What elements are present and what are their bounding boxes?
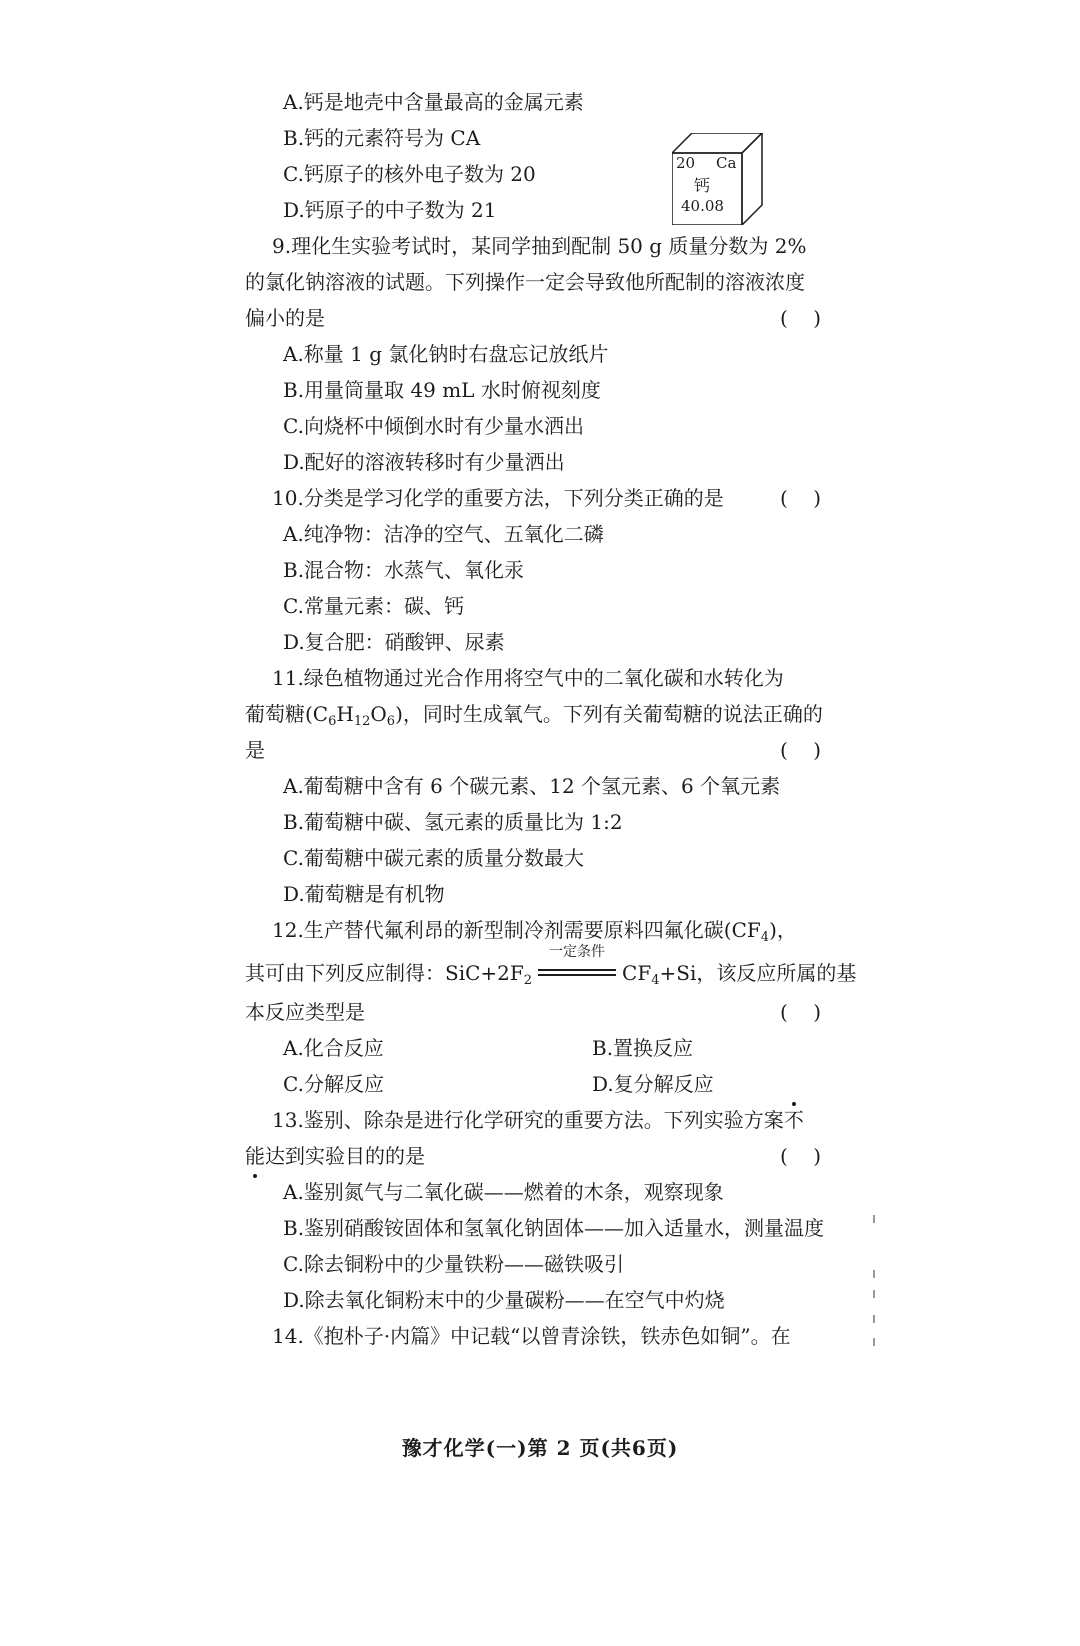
scan-speck [873, 1290, 875, 1298]
q12-stem-line3: 本反应类型是 [245, 1000, 365, 1024]
q11-option-c: C.葡萄糖中碳元素的质量分数最大 [283, 846, 584, 870]
q9-option-b: B.用量筒量取 49 mL 水时俯视刻度 [283, 378, 601, 402]
q10-stem: 10.分类是学习化学的重要方法，下列分类正确的是 [272, 486, 724, 510]
q8-option-a: A.钙是地壳中含量最高的金属元素 [283, 90, 584, 114]
q12-option-a: A.化合反应 [283, 1036, 384, 1060]
q8-option-b: B.钙的元素符号为 CA [283, 126, 481, 150]
q13-option-a: A.鉴别氮气与二氧化碳——燃着的木条，观察现象 [283, 1180, 724, 1204]
element-mass: 40.08 [681, 197, 724, 215]
scan-speck [873, 1270, 875, 1278]
q9-stem-line3: 偏小的是 [245, 306, 325, 330]
q11-stem-line3: 是 [245, 738, 265, 762]
q8-option-d: D.钙原子的中子数为 21 [283, 198, 497, 222]
q8-option-c: C.钙原子的核外电子数为 20 [283, 162, 536, 186]
page-footer: 豫才化学(一)第 2 页(共6页) [401, 1436, 679, 1460]
element-number: 20 [676, 154, 696, 172]
q13-stem-line2: 能达到实验目的的是 [245, 1144, 425, 1168]
q12-stem-line2: 其可由下列反应制得：$SiC+2F_2$ 一定条件 $CF_4+Si$，该反应所属的基 [245, 944, 857, 988]
q13-option-c: C.除去铜粉中的少量铁粉——磁铁吸引 [283, 1252, 624, 1276]
emphasis-can: 能 [245, 1144, 265, 1168]
q13-option-d: D.除去氧化铜粉末中的少量碳粉——在空气中灼烧 [283, 1288, 725, 1312]
element-name: 钙 [694, 176, 711, 195]
q11-stem-line2: 葡萄糖$(C_6H_{12}O_6)$，同时生成氧气。下列有关葡萄糖的说法正确的 [245, 702, 823, 729]
q12-answer-blank: ( ) [780, 1000, 822, 1024]
q13-option-b: B.鉴别硝酸铵固体和氢氧化钠固体——加入适量水，测量温度 [283, 1216, 825, 1240]
q13-stem-line1: 13.鉴别、除杂是进行化学研究的重要方法。下列实验方案不 [272, 1108, 804, 1132]
scan-speck [873, 1338, 875, 1346]
q11-answer-blank: ( ) [780, 738, 822, 762]
scan-speck [873, 1315, 875, 1323]
q12-stem-line1: 12.生产替代氟利昂的新型制冷剂需要原料四氟化碳$(CF_4)$， [272, 918, 797, 945]
q10-option-d: D.复合肥：硝酸钾、尿素 [283, 630, 505, 654]
q11-option-d: D.葡萄糖是有机物 [283, 882, 445, 906]
q11-stem-line1: 11.绿色植物通过光合作用将空气中的二氧化碳和水转化为 [272, 666, 784, 690]
q12-option-d: D.复分解反应 [592, 1072, 714, 1096]
q12-option-c: C.分解反应 [283, 1072, 384, 1096]
q9-stem-line2: 的氯化钠溶液的试题。下列操作一定会导致他所配制的溶液浓度 [245, 270, 805, 294]
q12-option-b: B.置换反应 [592, 1036, 694, 1060]
q9-answer-blank: ( ) [780, 306, 822, 330]
q14-stem-line1: 14.《抱朴子·内篇》中记载“以曾青涂铁，铁赤色如铜”。在 [272, 1324, 791, 1348]
q9-option-c: C.向烧杯中倾倒水时有少量水洒出 [283, 414, 584, 438]
emphasis-not: 不 [783, 1108, 804, 1132]
q9-option-d: D.配好的溶液转移时有少量洒出 [283, 450, 565, 474]
element-symbol: Ca [716, 154, 737, 172]
q9-stem-line1: 9.理化生实验考试时，某同学抽到配制 50 g 质量分数为 2% [272, 234, 807, 258]
calcium-element-card [672, 133, 772, 225]
q13-answer-blank: ( ) [780, 1144, 822, 1168]
scan-speck [873, 1215, 875, 1223]
q10-option-b: B.混合物：水蒸气、氧化汞 [283, 558, 525, 582]
reaction-condition: 一定条件 [538, 959, 616, 987]
q9-option-a: A.称量 1 g 氯化钠时右盘忘记放纸片 [283, 342, 609, 366]
q10-option-a: A.纯净物：洁净的空气、五氧化二磷 [283, 522, 604, 546]
q10-answer-blank: ( ) [780, 486, 822, 510]
q10-option-c: C.常量元素：碳、钙 [283, 594, 464, 618]
q11-option-b: B.葡萄糖中碳、氢元素的质量比为 1:2 [283, 810, 623, 834]
q11-option-a: A.葡萄糖中含有 6 个碳元素、12 个氢元素、6 个氧元素 [283, 774, 781, 798]
